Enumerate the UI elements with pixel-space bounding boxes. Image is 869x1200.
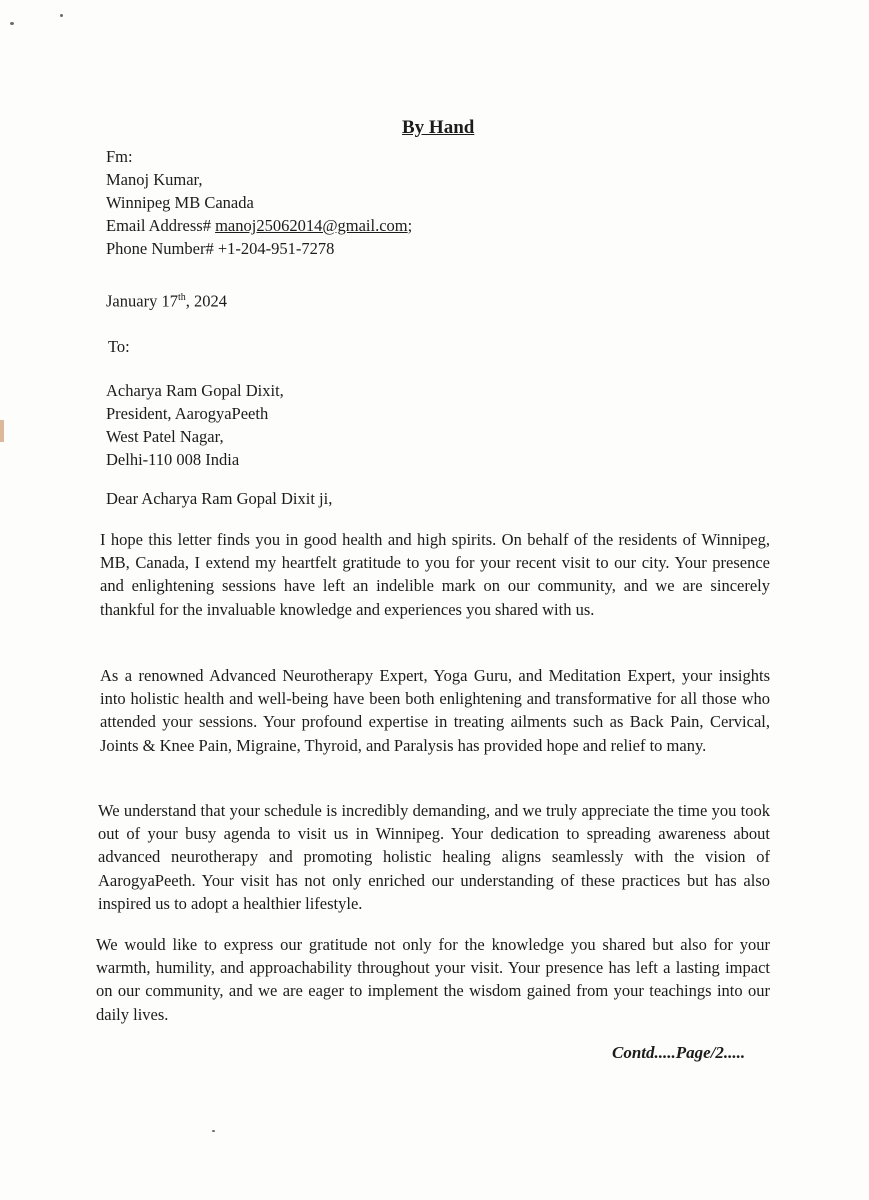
date-month-day: January 17 (106, 291, 178, 311)
scan-speck (60, 14, 63, 17)
sender-name: Manoj Kumar, (106, 170, 203, 189)
email-label: Email Address# (106, 216, 211, 235)
email-link[interactable]: manoj25062014@gmail.com (215, 216, 408, 235)
email-suffix: ; (407, 216, 413, 235)
sender-label: Fm: (106, 147, 133, 166)
recipient-line: Acharya Ram Gopal Dixit, (106, 381, 284, 400)
recipient-block (106, 379, 284, 471)
salutation: Dear Acharya Ram Gopal Dixit ji, (106, 489, 333, 508)
sender-location: Winnipeg MB Canada (106, 193, 254, 212)
recipient-line: President, AarogyaPeeth (106, 404, 269, 423)
body-paragraph: We understand that your schedule is incredibly demanding, and we truly appreciate the time you took out of your busy agenda to visit us in Winnipeg. Your dedication to spreading awareness about advanced neurotherapy and promoting holistic healing aligns seamlessly with the vision of AarogyaPeeth. Your visit has not only enriched our understanding of these practices but has also inspired us to adopt a healthier lifestyle. (98, 801, 770, 913)
sender-email-line (106, 214, 412, 237)
letter-heading: By Hand (402, 117, 475, 138)
body-paragraph: We would like to express our gratitude not only for the knowledge you shared but also for your warmth, humility, and approachability throughout your visit. Your presence has left a lasting impact on our community, and we are eager to implement the wisdom gained from your teachings into our daily lives. (96, 935, 770, 1024)
body-paragraph: I hope this letter finds you in good health and high spirits. On behalf of the residents of Winnipeg, MB, Canada, I extend my heartfelt gratitude to you for your recent visit to our city. Your presence and enlightening sessions have left an indelible mark on our community, and we are sincerely thankful for the invaluable knowledge and experiences you shared with us. (100, 530, 770, 619)
body-paragraph: As a renowned Advanced Neurotherapy Expert, Yoga Guru, and Meditation Expert, your insights into holistic health and well-being have been both enlightening and transformative for all those who attended your sessions. Your profound expertise in treating ailments such as Back Pain, Cervical, Joints & Knee Pain, Migraine, Thyroid, and Paralysis has provided hope and relief to many. (100, 666, 770, 755)
sender-block (106, 145, 412, 260)
recipient-line: West Patel Nagar, (106, 427, 224, 446)
letter-date (106, 286, 227, 313)
scan-edge-mark (0, 420, 4, 442)
scan-speck (10, 22, 14, 25)
scan-speck (212, 1130, 215, 1132)
recipient-line: Delhi-110 008 India (106, 450, 240, 469)
to-label: To: (108, 337, 130, 356)
sender-phone: Phone Number# +1-204-951-7278 (106, 239, 335, 258)
date-year: , 2024 (185, 291, 227, 311)
date-suffix: th (177, 292, 186, 303)
continuation-note: Contd.....Page/2..... (612, 1043, 746, 1062)
